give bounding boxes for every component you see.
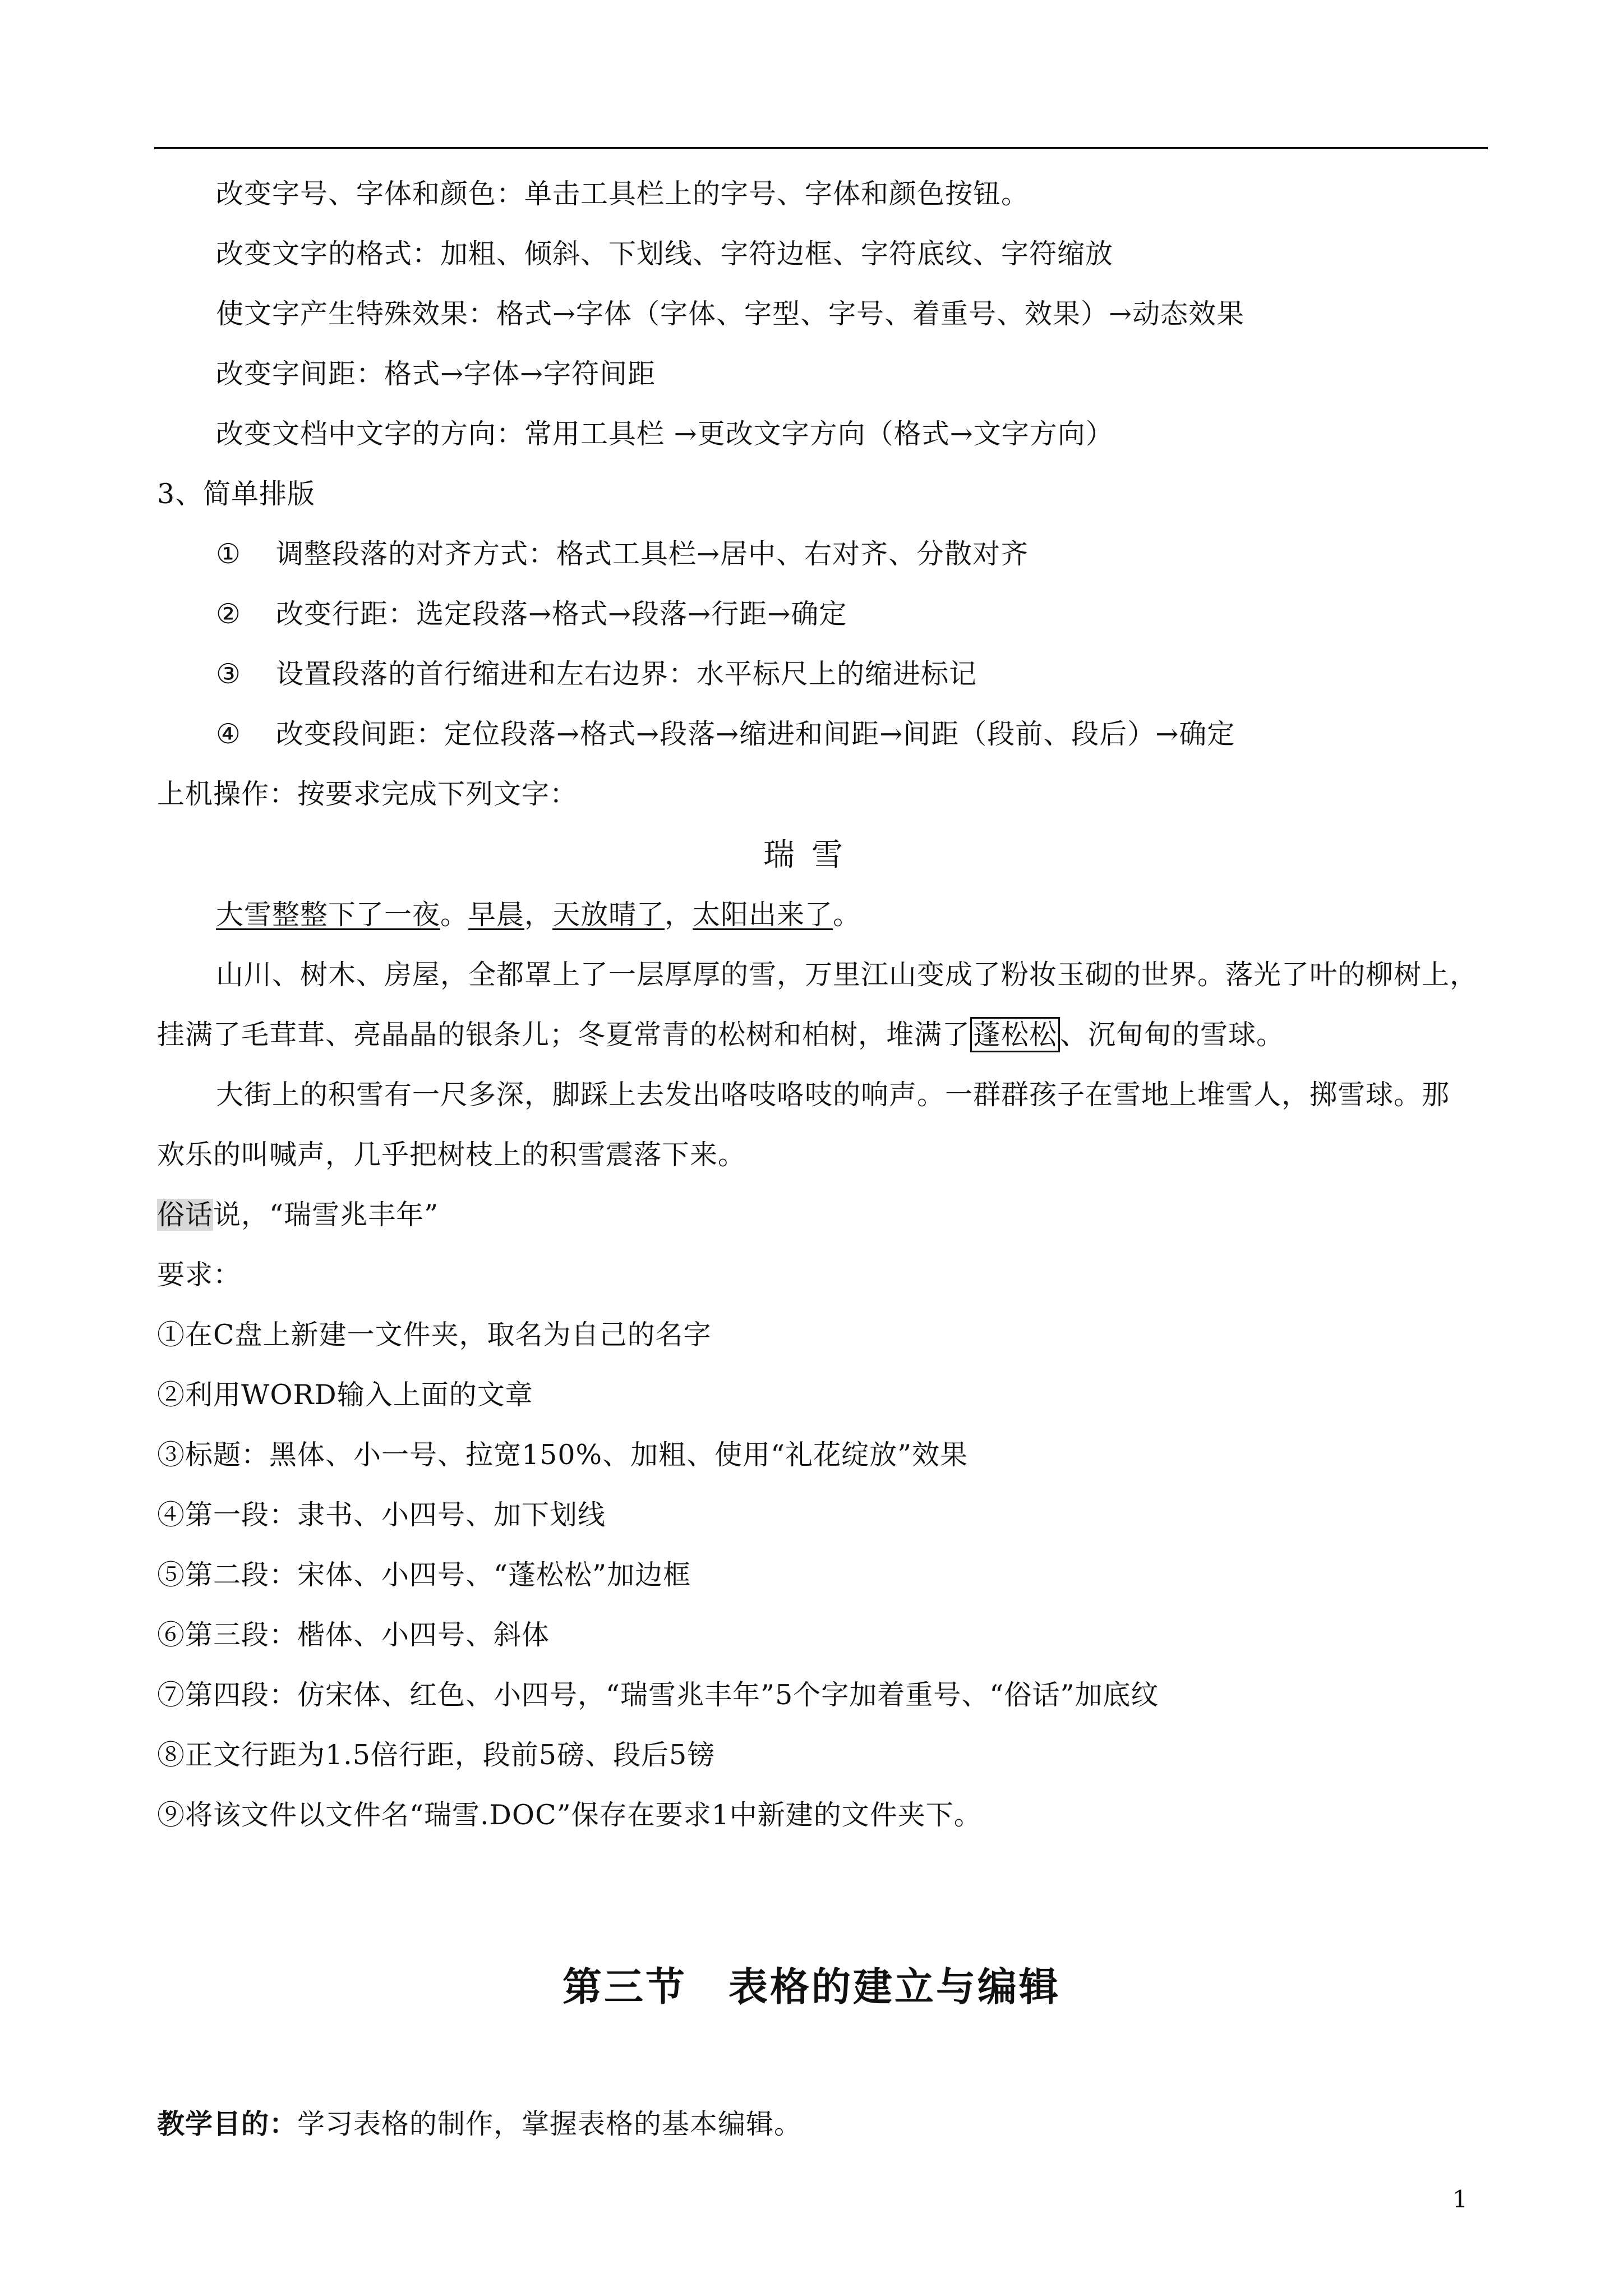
list-text: 调整段落的对齐方式：格式工具栏→居中、右对齐、分散对齐 (276, 538, 1029, 570)
list-text: 改变段间距：定位段落→格式→段落→缩进和间距→间距（段前、段后）→确定 (276, 718, 1235, 750)
list-item-1 (216, 537, 1029, 571)
article-paragraph-2-line-2 (157, 1018, 1284, 1052)
article-title: 瑞雪 (763, 837, 860, 873)
paragraph-text: 、沉甸甸的雪球。 (1060, 1019, 1285, 1051)
punctuation: 。 (440, 899, 469, 931)
requirement-item: ④第一段：隶书、小四号、加下划线 (157, 1499, 606, 1531)
list-text: 设置段落的首行缩进和左右边界：水平标尺上的缩进标记 (276, 658, 978, 690)
requirement-item: ⑤第二段：宋体、小四号、“蓬松松”加边框 (157, 1559, 691, 1591)
punctuation: ， (524, 899, 553, 931)
requirement-item: ①在C盘上新建一文件夹，取名为自己的名字 (157, 1319, 712, 1351)
underlined-text: 太阳出来了 (693, 899, 833, 931)
underlined-text: 天放晴了 (552, 899, 665, 931)
underlined-text: 大雪整整下了一夜 (216, 899, 441, 931)
list-item-4 (216, 717, 1235, 751)
requirements-heading: 要求： (157, 1259, 242, 1291)
requirement-item: ②利用WORD输入上面的文章 (157, 1379, 533, 1411)
requirement-item: ③标题：黑体、小一号、拉宽150%、加粗、使用“礼花绽放”效果 (157, 1439, 969, 1471)
requirement-item: ⑨将该文件以文件名“瑞雪.DOC”保存在要求1中新建的文件夹下。 (157, 1799, 982, 1831)
article-paragraph-4 (157, 1198, 439, 1232)
section-heading-layout: 3、简单排版 (157, 478, 316, 510)
header-rule (154, 147, 1488, 149)
bordered-text: 蓬松松 (970, 1017, 1060, 1052)
paragraph-text: 说，“瑞雪兆丰年” (213, 1199, 439, 1231)
list-number: ② (216, 598, 241, 630)
list-number: ④ (216, 718, 241, 750)
paragraph-text: 挂满了毛茸茸、亮晶晶的银条儿；冬夏常青的松树和柏树，堆满了 (157, 1019, 971, 1051)
list-item-2 (216, 597, 847, 631)
list-number: ① (216, 538, 241, 570)
list-text: 改变行距：选定段落→格式→段落→行距→确定 (276, 598, 847, 630)
line-text-direction: 改变文档中文字的方向：常用工具栏 →更改文字方向（格式→文字方向） (216, 418, 1114, 450)
punctuation: ， (665, 899, 693, 931)
goal-text: 学习表格的制作，掌握表格的基本编辑。 (297, 2108, 803, 2140)
line-special-effects: 使文字产生特殊效果：格式→字体（字体、字型、字号、着重号、效果）→动态效果 (216, 298, 1245, 330)
underlined-text: 早晨 (468, 899, 525, 931)
list-item-3 (216, 657, 977, 691)
list-number: ③ (216, 658, 241, 690)
requirement-item: ⑦第四段：仿宋体、红色、小四号，“瑞雪兆丰年”5个字加着重号、“俗话”加底纹 (157, 1679, 1159, 1711)
article-paragraph-3-line-1: 大街上的积雪有一尺多深，脚踩上去发出咯吱咯吱的响声。一群群孩子在雪地上堆雪人，掷雪球。那 (216, 1079, 1450, 1111)
line-font-color: 改变字号、字体和颜色：单击工具栏上的字号、字体和颜色按钮。 (216, 178, 1030, 210)
punctuation: 。 (833, 899, 861, 931)
goal-label: 教学目的： (157, 2108, 298, 2140)
page-number: 1 (1453, 2185, 1468, 2213)
requirement-item: ⑥第三段：楷体、小四号、斜体 (157, 1619, 550, 1651)
article-paragraph-1 (216, 898, 861, 932)
requirement-item: ⑧正文行距为1.5倍行距，段前5磅、段后5镑 (157, 1739, 716, 1771)
line-char-spacing: 改变字间距：格式→字体→字符间距 (216, 358, 656, 390)
article-paragraph-3-line-2: 欢乐的叫喊声，几乎把树枝上的积雪震落下来。 (157, 1139, 746, 1171)
article-paragraph-2-line-1: 山川、树木、房屋，全都罩上了一层厚厚的雪，万里江山变成了粉妆玉砌的世界。落光了叶的柳树上， (216, 959, 1478, 991)
task-line: 上机操作：按要求完成下列文字： (157, 778, 578, 810)
line-text-format: 改变文字的格式：加粗、倾斜、下划线、字符边框、字符底纹、字符缩放 (216, 238, 1114, 270)
teaching-goal (157, 2108, 802, 2141)
shaded-text: 俗话 (157, 1199, 214, 1231)
section-title: 第三节 表格的建立与编辑 (562, 1964, 1061, 2010)
